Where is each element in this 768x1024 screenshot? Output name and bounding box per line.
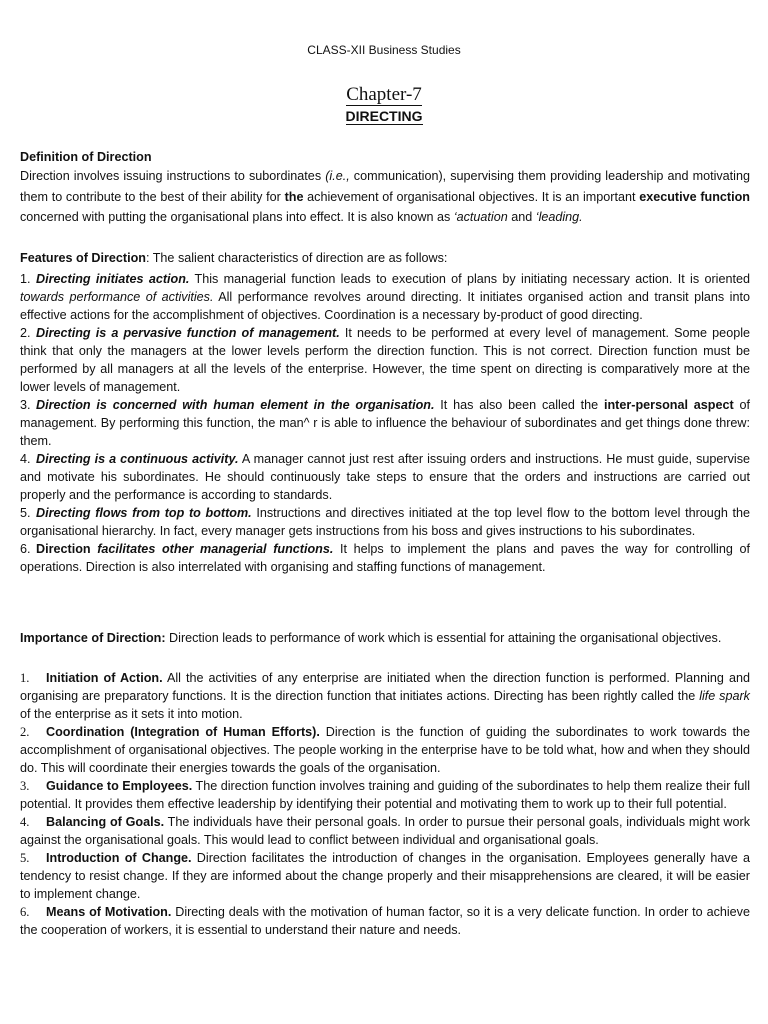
importance-head: Balancing of Goals. <box>46 815 165 829</box>
importance-head: Introduction of Change. <box>46 851 192 865</box>
importance-list <box>20 669 750 939</box>
features-intro <box>20 249 750 267</box>
features-intro-text: : The salient characteristics of direction are as follows: <box>145 251 448 265</box>
topic-label: DIRECTING <box>345 108 423 124</box>
list-item: 2. Directing is a pervasive function of management. It needs to be performed at every level of management. Some people think that only the managers at the lower levels perform the direction function. This is not correct. Direction function must be performed by all managers at all the levels of the enterprise. However, the time spent on directing is comparatively more at the lower levels of management. <box>20 326 750 394</box>
importance-title: Importance of Direction: <box>20 631 166 645</box>
definition-text-1: Direction involves issuing instructions to subordinates <box>20 169 326 183</box>
list-item: 4. Balancing of Goals. The individuals have their personal goals. In order to pursue their personal goals, individuals might work against the organisational goals. This would lead to conflict between individual and organisational goals. <box>20 815 750 847</box>
definition-leading: ‘leading. <box>535 210 583 225</box>
definition-text-2: communication), supervising them providing leadership and motivating them to contribute to the best of their ability for <box>20 169 750 204</box>
importance-head: Means of Motivation. <box>46 905 172 919</box>
importance-head: Coordination (Integration of Human Efforts). <box>46 725 320 739</box>
list-item: 6. Direction facilitates other managerial functions. It helps to implement the plans and paves the way for controlling of operations. Direction is also interrelated with organising and staffing functions of management. <box>20 542 750 574</box>
list-item: 4. Directing is a continuous activity. A manager cannot just rest after issuing orders and instructions. He must guide, supervise and motivate his subordinates. He should continuously take steps to ensure that the orders and instructions are carried out properly and the performance is according to standards. <box>20 452 750 502</box>
definition-title: Definition of Direction <box>20 150 152 164</box>
list-item: 6. Means of Motivation. Directing deals with the motivation of human factor, so it is a very delicate function. In order to achieve the cooperation of workers, it is essential to understand their nature and needs. <box>20 905 750 937</box>
definition-text-3: achievement of organisational objectives. It is an important <box>303 189 640 204</box>
list-item: 1. Directing initiates action. This managerial function leads to execution of plans by initiating necessary action. It is oriented towards performance of activities. All performance revolves around directing. It initiates organised action and transit plans into effective actions for the accomplishment of objectives. Coordination is a necessary by-product of good directing. <box>20 272 750 322</box>
importance-intro-text: Direction leads to performance of work which is essential for attaining the organisational objectives. <box>165 631 722 645</box>
chapter-label: Chapter-7 <box>346 84 422 105</box>
feature-head: Directing initiates action. <box>36 272 190 286</box>
features-list <box>20 270 750 576</box>
topic-heading <box>0 108 768 124</box>
feature-head: Directing is a pervasive function of management. <box>36 326 340 340</box>
importance-head: Initiation of Action. <box>46 671 163 685</box>
chapter-heading <box>0 84 768 106</box>
definition-ie: (i.e., <box>325 169 350 183</box>
list-item: 3. Direction is concerned with human element in the organisation. It has also been called the inter-personal aspect of management. By performing this function, the man^ r is able to influence the behaviour of subordinates and get things done threw: them. <box>20 398 750 448</box>
features-title: Features of Direction <box>20 251 146 265</box>
class-title: CLASS-XII Business Studies <box>307 43 461 57</box>
feature-head: facilitates other managerial functions. <box>97 542 334 556</box>
definition-text-5: and <box>507 210 536 225</box>
list-item: 2. Coordination (Integration of Human Efforts). Direction is the function of guiding the subordinates to work towards the accomplishment of organisational objectives. The people working in the enterprise have to be told what, how and when they should do. This will coordinate their energies towards the goals of the organisation. <box>20 725 750 775</box>
importance-head: Guidance to Employees. <box>46 779 193 793</box>
list-item: 1. Initiation of Action. All the activities of any enterprise are initiated when the direction function is performed. Planning and organising are preparatory functions. It is the direction function that initiates actions. Directing has been rightly called the life spark of the enterprise as it sets it into motion. <box>20 671 750 721</box>
definition-the: the <box>284 189 304 204</box>
feature-head: Direction is concerned with human element in the organisation. <box>36 398 435 412</box>
list-item: 5. Directing flows from top to bottom. Instructions and directives initiated at the top level flow to the bottom level through the organisational hierarchy. In fact, every manager gets instructions from his boss and gives instructions to his subordinates. <box>20 506 750 538</box>
definition-text-4: concerned with putting the organisational plans into effect. It is also known as <box>20 210 454 225</box>
feature-head: Directing is a continuous activity. <box>36 452 239 466</box>
definition-paragraph <box>20 166 750 228</box>
list-item: 5. Introduction of Change. Direction facilitates the introduction of changes in the organisation. Employees generally have a tendency to resist change. If they are informed about the change properly and their misapprehensions are cleared, it will be easier to implement change. <box>20 851 750 901</box>
definition-actuation: ‘actuation <box>453 210 508 225</box>
feature-head: Directing flows from top to bottom. <box>36 506 252 520</box>
importance-intro <box>20 628 750 649</box>
definition-executive: executive function <box>639 189 750 204</box>
list-item: 3. Guidance to Employees. The direction function involves training and guiding of the subordinates to help them realize their full potential. It provides them effective leadership by identifying their potential and motivating them to work up to their full potential. <box>20 779 751 811</box>
